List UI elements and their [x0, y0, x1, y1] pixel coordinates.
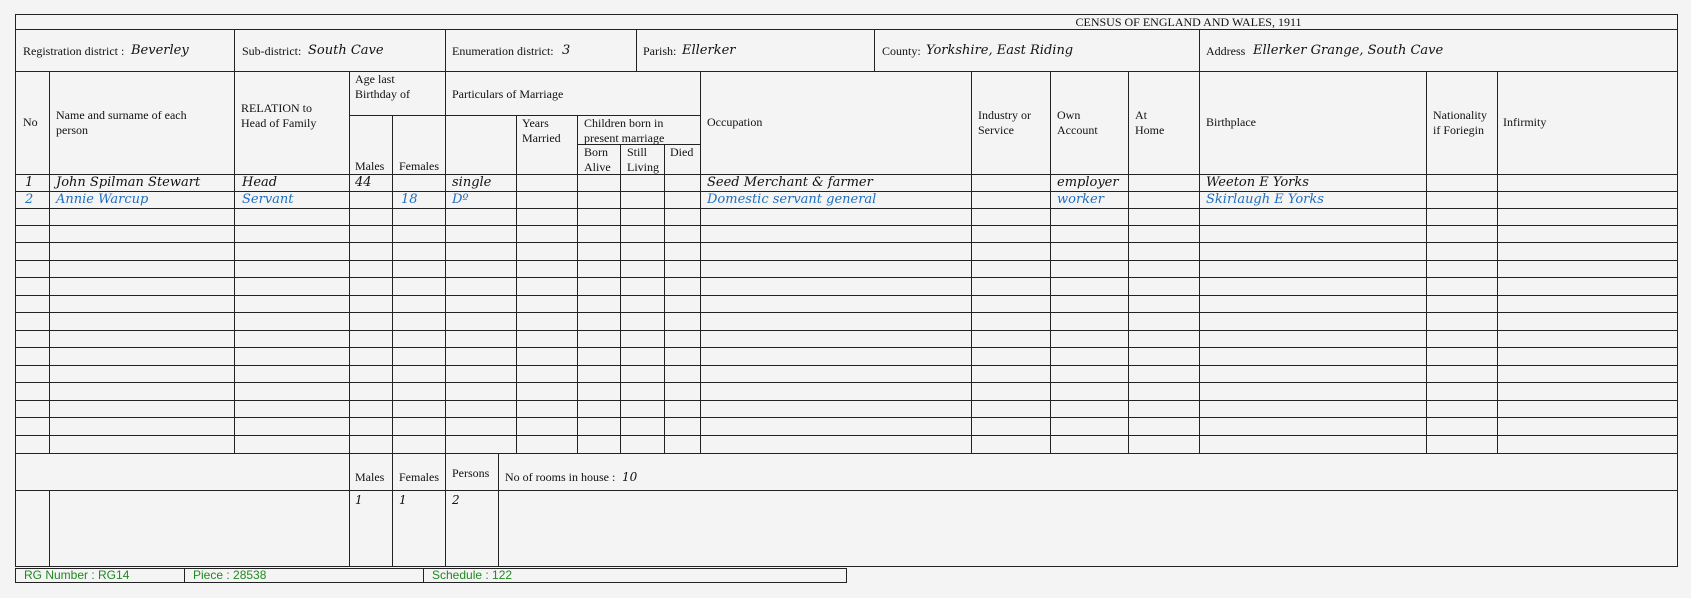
- rooms-value: 10: [622, 470, 638, 484]
- row-birthplace: Weeton E Yorks: [1206, 175, 1309, 190]
- census-form: [15, 14, 1678, 567]
- totals-males-label: Males: [355, 470, 385, 484]
- totals-persons: 2: [452, 493, 460, 507]
- header-at-home: At Home: [1135, 108, 1165, 137]
- totals-females: 1: [399, 493, 407, 507]
- row-no: 1: [25, 175, 34, 190]
- totals-persons-label: Persons: [452, 466, 490, 480]
- header-birthplace: Birthplace: [1206, 115, 1256, 129]
- row-occupation: Domestic servant general: [707, 192, 877, 207]
- parish-value: Ellerker: [682, 43, 736, 58]
- header-still-living: Still Living: [627, 145, 659, 174]
- header-males: Males: [355, 159, 385, 173]
- header-children: Children born in present marriage: [584, 116, 665, 145]
- county-label: County:: [882, 44, 921, 58]
- row-marriage: Dº: [452, 192, 469, 207]
- header-infirmity: Infirmity: [1503, 115, 1547, 129]
- piece-number: Piece : 28538: [184, 568, 424, 583]
- header-relation: RELATION to Head of Family: [241, 101, 317, 130]
- rg-number: RG Number : RG14: [15, 568, 185, 583]
- parish-label: Parish:: [643, 44, 677, 58]
- row-age-female: 18: [401, 192, 418, 207]
- header-age: Age last Birthday of: [355, 72, 410, 101]
- schedule-number: Schedule : 122: [423, 568, 847, 583]
- sub-district-value: South Cave: [308, 43, 384, 58]
- census-title: CENSUS OF ENGLAND AND WALES, 1911: [1075, 15, 1302, 29]
- row-age-male: 44: [355, 175, 372, 190]
- county-value: Yorkshire, East Riding: [926, 43, 1074, 58]
- header-years-married: Years Married: [522, 116, 561, 145]
- header-industry: Industry or Service: [978, 108, 1031, 137]
- header-nationality: Nationality if Foriegin: [1433, 108, 1487, 137]
- row-relation: Servant: [242, 192, 294, 207]
- sub-district-label: Sub-district:: [242, 44, 302, 58]
- header-occupation: Occupation: [707, 115, 763, 129]
- header-females: Females: [399, 159, 439, 173]
- row-birthplace: Skirlaugh E Yorks: [1206, 192, 1324, 207]
- totals-males: 1: [355, 493, 363, 507]
- registration-district-value: Beverley: [131, 43, 189, 58]
- header-marriage: Particulars of Marriage: [452, 87, 564, 101]
- row-own-account: worker: [1057, 192, 1104, 207]
- rooms-label: No of rooms in house :: [505, 470, 616, 484]
- header-born-alive: Born Alive: [584, 145, 611, 174]
- row-no: 2: [25, 192, 34, 207]
- row-marriage: single: [452, 175, 492, 190]
- enumeration-district-label: Enumeration district:: [452, 44, 554, 58]
- row-occupation: Seed Merchant & farmer: [707, 175, 873, 190]
- row-name: Annie Warcup: [56, 192, 149, 207]
- header-died: Died: [670, 145, 694, 159]
- totals-females-label: Females: [399, 470, 439, 484]
- header-no: No: [23, 115, 38, 129]
- header-own-account: Own Account: [1057, 108, 1098, 137]
- header-name: Name and surname of each person: [56, 108, 187, 137]
- address-value: Ellerker Grange, South Cave: [1253, 43, 1444, 58]
- row-relation: Head: [242, 175, 278, 190]
- row-name: John Spilman Stewart: [56, 175, 201, 190]
- row-own-account: employer: [1057, 175, 1119, 190]
- registration-district-label: Registration district :: [23, 44, 125, 58]
- enumeration-district-value: 3: [562, 43, 571, 58]
- address-label: Address: [1206, 44, 1246, 58]
